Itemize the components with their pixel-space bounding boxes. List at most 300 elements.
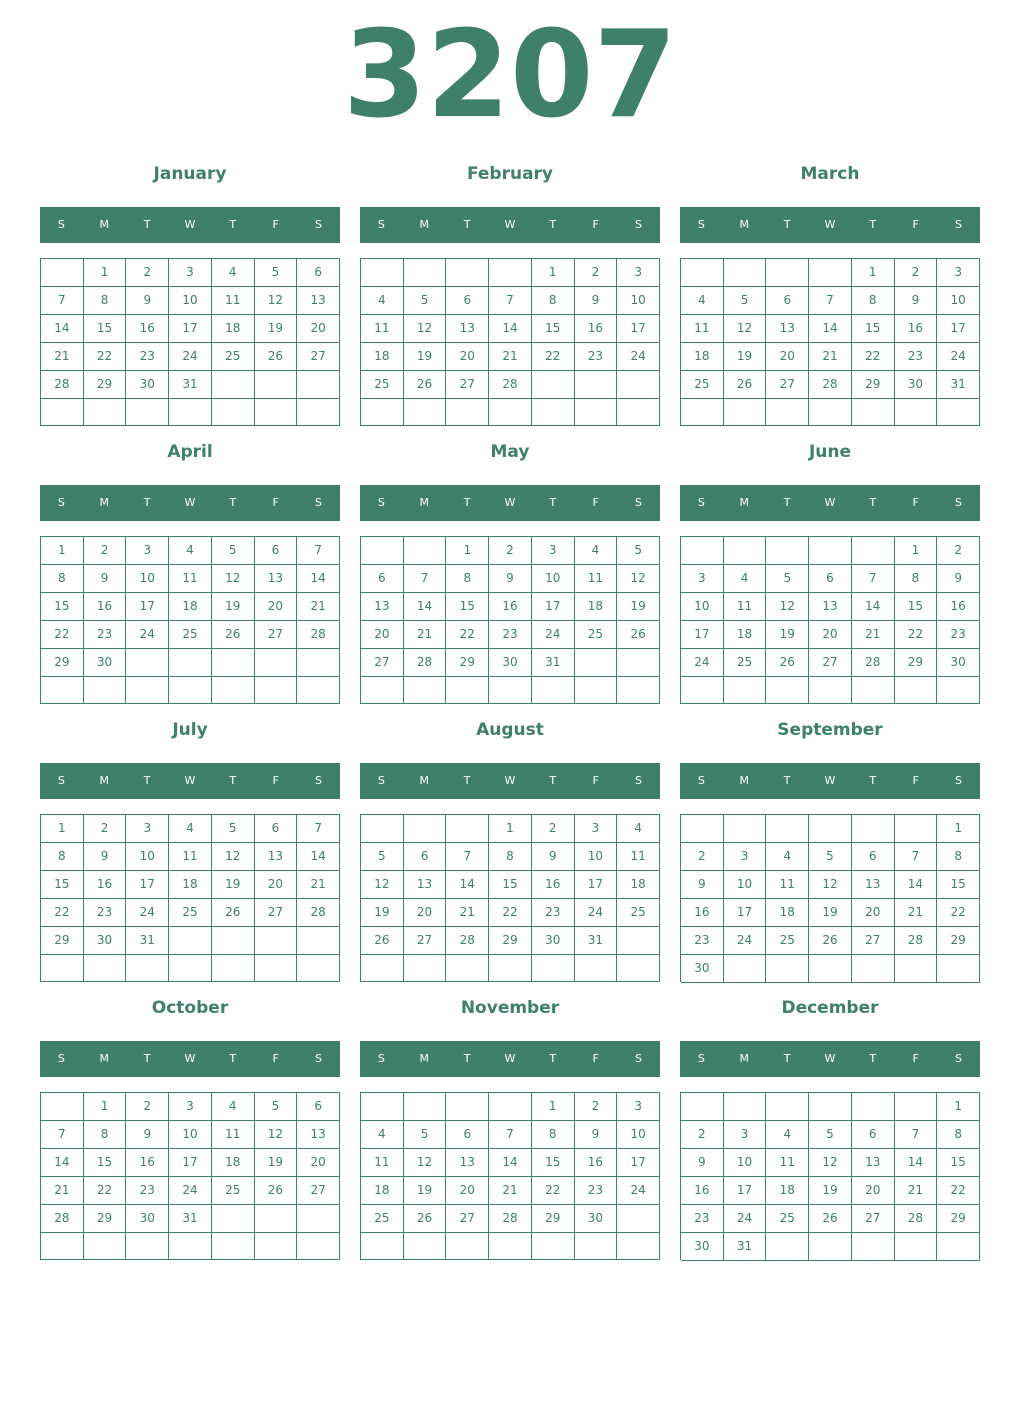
day-grid xyxy=(680,258,980,426)
empty-day-cell xyxy=(169,1233,212,1260)
day-cell: 21 xyxy=(489,343,532,371)
day-cell: 31 xyxy=(126,927,169,955)
day-cell: 26 xyxy=(255,343,298,371)
day-cell: 15 xyxy=(937,871,980,899)
empty-day-cell xyxy=(681,677,724,704)
month-january xyxy=(40,160,340,430)
day-cell: 14 xyxy=(404,593,447,621)
day-cell: 19 xyxy=(255,1149,298,1177)
day-cell: 4 xyxy=(169,537,212,565)
day-cell: 31 xyxy=(937,371,980,399)
empty-day-cell xyxy=(41,399,84,426)
day-cell: 27 xyxy=(446,1205,489,1233)
month-title: January xyxy=(153,164,227,184)
day-cell: 20 xyxy=(361,621,404,649)
day-cell: 10 xyxy=(724,1149,767,1177)
month-title: October xyxy=(151,998,229,1018)
empty-day-cell xyxy=(404,955,447,982)
day-cell: 20 xyxy=(852,899,895,927)
weekday-label: W xyxy=(504,774,516,787)
day-cell: 6 xyxy=(297,1093,340,1121)
day-cell: 25 xyxy=(169,899,212,927)
day-cell: 4 xyxy=(724,565,767,593)
day-cell: 30 xyxy=(489,649,532,677)
day-cell: 22 xyxy=(84,1177,127,1205)
day-cell: 14 xyxy=(41,315,84,343)
day-cell: 30 xyxy=(575,1205,618,1233)
weekday-header xyxy=(680,207,980,243)
day-cell: 21 xyxy=(895,1177,938,1205)
weekday-label: M xyxy=(419,218,430,231)
day-cell: 13 xyxy=(446,315,489,343)
day-cell: 18 xyxy=(766,1177,809,1205)
day-cell: 29 xyxy=(532,1205,575,1233)
empty-day-cell xyxy=(895,1093,938,1121)
empty-day-cell xyxy=(169,677,212,704)
day-cell: 7 xyxy=(895,1121,938,1149)
day-cell: 16 xyxy=(681,899,724,927)
weekday-label: F xyxy=(272,218,279,231)
weekday-label: F xyxy=(912,218,919,231)
empty-day-cell xyxy=(212,677,255,704)
day-cell: 2 xyxy=(937,537,980,565)
day-cell: 29 xyxy=(41,649,84,677)
day-cell: 12 xyxy=(809,871,852,899)
day-cell: 9 xyxy=(84,843,127,871)
day-cell: 12 xyxy=(255,1121,298,1149)
day-cell: 11 xyxy=(766,1149,809,1177)
weekday-header xyxy=(360,763,660,799)
day-cell: 6 xyxy=(852,1121,895,1149)
day-cell: 5 xyxy=(809,1121,852,1149)
day-cell: 29 xyxy=(852,371,895,399)
day-cell: 16 xyxy=(532,871,575,899)
day-cell: 18 xyxy=(617,871,660,899)
day-cell: 9 xyxy=(489,565,532,593)
empty-day-cell xyxy=(84,399,127,426)
day-cell: 18 xyxy=(681,343,724,371)
empty-day-cell xyxy=(766,815,809,843)
day-cell: 12 xyxy=(212,843,255,871)
day-cell: 23 xyxy=(84,899,127,927)
empty-day-cell xyxy=(617,955,660,982)
day-cell: 22 xyxy=(532,343,575,371)
weekday-label: T xyxy=(549,496,557,509)
month-march xyxy=(680,160,980,430)
month-april xyxy=(40,438,340,708)
empty-day-cell xyxy=(809,1093,852,1121)
empty-day-cell xyxy=(446,1233,489,1260)
weekday-label: S xyxy=(697,1052,705,1065)
empty-day-cell xyxy=(446,815,489,843)
day-cell: 6 xyxy=(446,287,489,315)
day-cell: 17 xyxy=(937,315,980,343)
day-cell: 4 xyxy=(575,537,618,565)
day-cell: 23 xyxy=(895,343,938,371)
weekday-label: T xyxy=(783,774,791,787)
weekday-header xyxy=(360,207,660,243)
empty-day-cell xyxy=(126,677,169,704)
day-cell: 19 xyxy=(404,1177,447,1205)
empty-day-cell xyxy=(212,955,255,982)
month-title: July xyxy=(172,720,208,740)
day-cell: 1 xyxy=(532,259,575,287)
weekday-label: S xyxy=(377,218,385,231)
empty-day-cell xyxy=(126,649,169,677)
day-cell: 8 xyxy=(895,565,938,593)
day-cell: 11 xyxy=(361,315,404,343)
day-cell: 7 xyxy=(489,1121,532,1149)
day-grid xyxy=(360,536,660,704)
day-grid xyxy=(680,536,980,704)
empty-day-cell xyxy=(489,399,532,426)
day-cell: 6 xyxy=(766,287,809,315)
day-cell: 9 xyxy=(937,565,980,593)
weekday-label: S xyxy=(697,496,705,509)
day-cell: 4 xyxy=(361,287,404,315)
day-cell: 28 xyxy=(489,371,532,399)
day-cell: 22 xyxy=(895,621,938,649)
day-cell: 14 xyxy=(489,1149,532,1177)
empty-day-cell xyxy=(41,1093,84,1121)
month-title: April xyxy=(167,442,213,462)
day-cell: 21 xyxy=(404,621,447,649)
empty-day-cell xyxy=(255,649,298,677)
day-cell: 21 xyxy=(489,1177,532,1205)
day-cell: 22 xyxy=(41,899,84,927)
empty-day-cell xyxy=(724,1093,767,1121)
day-cell: 24 xyxy=(724,1205,767,1233)
day-cell: 3 xyxy=(532,537,575,565)
day-cell: 26 xyxy=(809,1205,852,1233)
weekday-header xyxy=(680,1041,980,1077)
day-grid xyxy=(680,1092,980,1260)
weekday-label: T xyxy=(869,774,877,787)
day-cell: 21 xyxy=(446,899,489,927)
day-cell: 4 xyxy=(169,815,212,843)
day-cell: 14 xyxy=(297,843,340,871)
day-cell: 4 xyxy=(681,287,724,315)
weekday-label: F xyxy=(272,496,279,509)
day-cell: 10 xyxy=(937,287,980,315)
day-cell: 29 xyxy=(41,927,84,955)
empty-day-cell xyxy=(446,259,489,287)
empty-day-cell xyxy=(361,537,404,565)
empty-day-cell xyxy=(126,399,169,426)
weekday-label: S xyxy=(57,1052,65,1065)
day-cell: 1 xyxy=(532,1093,575,1121)
weekday-label: T xyxy=(783,496,791,509)
empty-day-cell xyxy=(297,371,340,399)
day-cell: 8 xyxy=(489,843,532,871)
empty-day-cell xyxy=(212,927,255,955)
day-cell: 5 xyxy=(255,259,298,287)
day-cell: 23 xyxy=(126,343,169,371)
day-cell: 7 xyxy=(852,565,895,593)
day-cell: 2 xyxy=(681,1121,724,1149)
weekday-label: W xyxy=(184,496,196,509)
day-cell: 11 xyxy=(169,565,212,593)
day-cell: 27 xyxy=(809,649,852,677)
day-cell: 6 xyxy=(852,843,895,871)
day-cell: 27 xyxy=(404,927,447,955)
day-cell: 2 xyxy=(84,815,127,843)
empty-day-cell xyxy=(361,259,404,287)
empty-day-cell xyxy=(681,815,724,843)
day-cell: 23 xyxy=(575,1177,618,1205)
day-cell: 18 xyxy=(766,899,809,927)
day-cell: 1 xyxy=(41,815,84,843)
day-cell: 26 xyxy=(617,621,660,649)
weekday-label: S xyxy=(634,218,642,231)
empty-day-cell xyxy=(255,927,298,955)
day-cell: 8 xyxy=(84,287,127,315)
empty-day-cell xyxy=(852,1093,895,1121)
day-cell: 23 xyxy=(681,927,724,955)
empty-day-cell xyxy=(361,1093,404,1121)
month-title: August xyxy=(476,720,544,740)
day-cell: 3 xyxy=(169,259,212,287)
empty-day-cell xyxy=(617,927,660,955)
day-cell: 18 xyxy=(169,593,212,621)
day-cell: 22 xyxy=(41,621,84,649)
weekday-label: T xyxy=(463,1052,471,1065)
empty-day-cell xyxy=(937,955,980,983)
day-cell: 25 xyxy=(681,371,724,399)
day-cell: 13 xyxy=(404,871,447,899)
day-cell: 29 xyxy=(489,927,532,955)
day-cell: 12 xyxy=(404,1149,447,1177)
day-cell: 9 xyxy=(575,1121,618,1149)
day-cell: 2 xyxy=(575,259,618,287)
day-cell: 25 xyxy=(724,649,767,677)
empty-day-cell xyxy=(724,259,767,287)
empty-day-cell xyxy=(617,399,660,426)
day-cell: 28 xyxy=(895,927,938,955)
empty-day-cell xyxy=(404,259,447,287)
day-cell: 14 xyxy=(809,315,852,343)
month-october xyxy=(40,994,340,1264)
weekday-label: S xyxy=(377,774,385,787)
day-cell: 6 xyxy=(361,565,404,593)
day-cell: 31 xyxy=(532,649,575,677)
empty-day-cell xyxy=(41,677,84,704)
day-cell: 12 xyxy=(212,565,255,593)
day-cell: 21 xyxy=(41,1177,84,1205)
empty-day-cell xyxy=(84,955,127,982)
day-cell: 20 xyxy=(297,1149,340,1177)
month-june xyxy=(680,438,980,708)
day-cell: 28 xyxy=(404,649,447,677)
day-cell: 5 xyxy=(212,537,255,565)
empty-day-cell xyxy=(575,649,618,677)
empty-day-cell xyxy=(532,399,575,426)
month-title: September xyxy=(777,720,883,740)
weekday-label: F xyxy=(592,774,599,787)
empty-day-cell xyxy=(532,677,575,704)
day-cell: 2 xyxy=(681,843,724,871)
day-cell: 22 xyxy=(446,621,489,649)
day-cell: 28 xyxy=(41,1205,84,1233)
day-cell: 13 xyxy=(255,565,298,593)
day-cell: 24 xyxy=(681,649,724,677)
empty-day-cell xyxy=(681,259,724,287)
day-cell: 31 xyxy=(724,1233,767,1261)
empty-day-cell xyxy=(532,371,575,399)
empty-day-cell xyxy=(809,1233,852,1261)
day-cell: 13 xyxy=(852,871,895,899)
weekday-label: F xyxy=(272,774,279,787)
day-cell: 4 xyxy=(212,1093,255,1121)
day-cell: 28 xyxy=(895,1205,938,1233)
day-cell: 9 xyxy=(681,1149,724,1177)
day-cell: 8 xyxy=(937,1121,980,1149)
day-cell: 29 xyxy=(84,371,127,399)
day-cell: 16 xyxy=(84,593,127,621)
weekday-header xyxy=(40,485,340,521)
month-july xyxy=(40,716,340,986)
day-cell: 11 xyxy=(212,287,255,315)
day-cell: 9 xyxy=(84,565,127,593)
day-cell: 2 xyxy=(126,1093,169,1121)
empty-day-cell xyxy=(126,1233,169,1260)
empty-day-cell xyxy=(489,1233,532,1260)
empty-day-cell xyxy=(169,927,212,955)
day-cell: 30 xyxy=(84,927,127,955)
weekday-label: W xyxy=(504,218,516,231)
day-cell: 7 xyxy=(404,565,447,593)
empty-day-cell xyxy=(489,259,532,287)
day-cell: 3 xyxy=(724,843,767,871)
day-grid xyxy=(40,258,340,426)
day-cell: 12 xyxy=(724,315,767,343)
month-title: May xyxy=(490,442,530,462)
weekday-label: T xyxy=(783,1052,791,1065)
day-cell: 22 xyxy=(84,343,127,371)
weekday-label: T xyxy=(143,1052,151,1065)
day-cell: 11 xyxy=(212,1121,255,1149)
day-cell: 5 xyxy=(809,843,852,871)
empty-day-cell xyxy=(255,955,298,982)
day-cell: 24 xyxy=(126,899,169,927)
empty-day-cell xyxy=(809,677,852,704)
weekday-label: S xyxy=(697,218,705,231)
weekday-label: T xyxy=(463,218,471,231)
day-cell: 1 xyxy=(446,537,489,565)
weekday-label: M xyxy=(99,218,110,231)
day-grid xyxy=(40,536,340,704)
day-cell: 17 xyxy=(169,315,212,343)
weekday-label: S xyxy=(377,496,385,509)
weekday-label: T xyxy=(229,774,237,787)
day-cell: 23 xyxy=(532,899,575,927)
empty-day-cell xyxy=(809,955,852,983)
empty-day-cell xyxy=(724,537,767,565)
day-cell: 7 xyxy=(297,815,340,843)
day-cell: 10 xyxy=(724,871,767,899)
day-cell: 26 xyxy=(212,899,255,927)
day-cell: 13 xyxy=(297,1121,340,1149)
weekday-label: F xyxy=(592,1052,599,1065)
day-cell: 25 xyxy=(212,1177,255,1205)
day-cell: 30 xyxy=(681,1233,724,1261)
day-cell: 10 xyxy=(126,843,169,871)
day-cell: 28 xyxy=(446,927,489,955)
day-cell: 5 xyxy=(404,287,447,315)
day-cell: 8 xyxy=(532,1121,575,1149)
day-cell: 11 xyxy=(361,1149,404,1177)
day-cell: 24 xyxy=(169,1177,212,1205)
weekday-label: M xyxy=(739,1052,750,1065)
empty-day-cell xyxy=(446,399,489,426)
day-cell: 29 xyxy=(84,1205,127,1233)
day-cell: 7 xyxy=(297,537,340,565)
weekday-label: W xyxy=(184,774,196,787)
day-cell: 5 xyxy=(212,815,255,843)
day-cell: 10 xyxy=(575,843,618,871)
empty-day-cell xyxy=(575,1233,618,1260)
empty-day-cell xyxy=(404,537,447,565)
day-cell: 9 xyxy=(126,1121,169,1149)
day-cell: 9 xyxy=(575,287,618,315)
weekday-label: S xyxy=(697,774,705,787)
empty-day-cell xyxy=(852,955,895,983)
empty-day-cell xyxy=(361,677,404,704)
day-cell: 19 xyxy=(617,593,660,621)
day-cell: 23 xyxy=(681,1205,724,1233)
day-cell: 10 xyxy=(532,565,575,593)
weekday-label: M xyxy=(739,496,750,509)
weekday-label: W xyxy=(184,218,196,231)
month-september xyxy=(680,716,980,986)
empty-day-cell xyxy=(212,1205,255,1233)
day-cell: 15 xyxy=(532,1149,575,1177)
day-cell: 25 xyxy=(212,343,255,371)
empty-day-cell xyxy=(255,371,298,399)
day-cell: 14 xyxy=(489,315,532,343)
month-title: March xyxy=(800,164,860,184)
day-cell: 19 xyxy=(404,343,447,371)
empty-day-cell xyxy=(41,259,84,287)
empty-day-cell xyxy=(212,1233,255,1260)
day-cell: 6 xyxy=(809,565,852,593)
day-cell: 30 xyxy=(895,371,938,399)
day-cell: 17 xyxy=(169,1149,212,1177)
weekday-label: W xyxy=(824,774,836,787)
day-cell: 25 xyxy=(617,899,660,927)
weekday-header xyxy=(360,1041,660,1077)
day-cell: 3 xyxy=(937,259,980,287)
day-cell: 1 xyxy=(84,259,127,287)
day-cell: 12 xyxy=(617,565,660,593)
empty-day-cell xyxy=(681,1093,724,1121)
empty-day-cell xyxy=(169,955,212,982)
day-cell: 26 xyxy=(766,649,809,677)
day-cell: 6 xyxy=(446,1121,489,1149)
weekday-label: F xyxy=(912,1052,919,1065)
day-cell: 10 xyxy=(617,1121,660,1149)
day-cell: 21 xyxy=(297,871,340,899)
day-cell: 9 xyxy=(895,287,938,315)
day-cell: 11 xyxy=(766,871,809,899)
empty-day-cell xyxy=(766,1233,809,1261)
weekday-label: T xyxy=(869,1052,877,1065)
day-cell: 20 xyxy=(255,593,298,621)
day-cell: 29 xyxy=(446,649,489,677)
empty-day-cell xyxy=(809,399,852,426)
empty-day-cell xyxy=(532,1233,575,1260)
day-cell: 1 xyxy=(852,259,895,287)
